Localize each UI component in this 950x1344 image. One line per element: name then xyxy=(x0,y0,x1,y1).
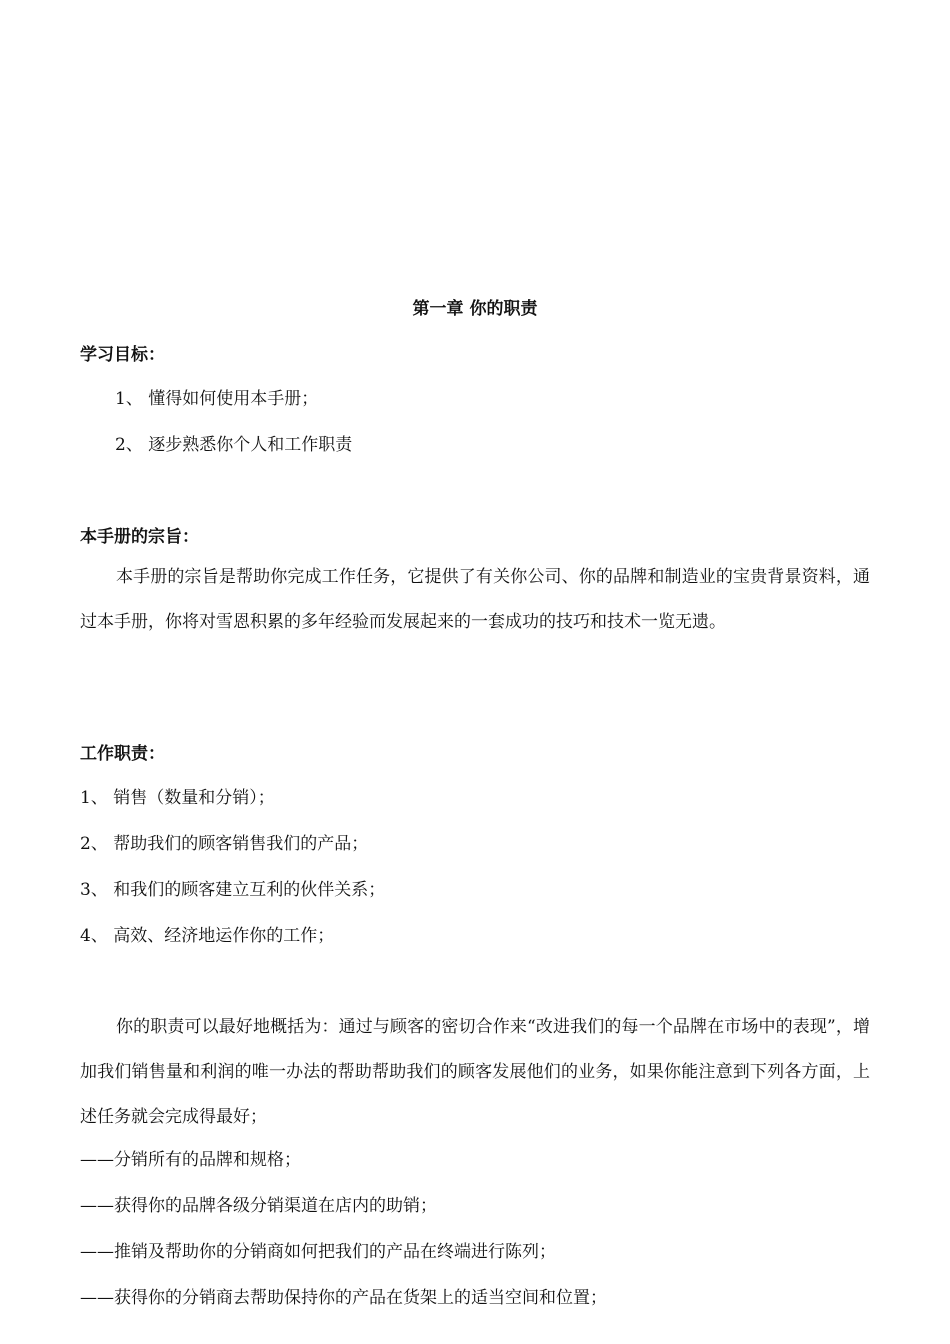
summary-paragraph: 你的职责可以最好地概括为：通过与顾客的密切合作来“改进我们的每一个品牌在市场中的表现”，增加我们销售量和利润的唯一办法的帮助帮助我们的顾客发展他们的业务，如果你能注意到下列各方面，上述任务就会完成得最好； xyxy=(80,1017,870,1127)
duties-heading: 工作职责： xyxy=(80,744,165,764)
duty-item-3: 3、 和我们的顾客建立互利的伙伴关系； xyxy=(80,880,386,900)
duty-item-2: 2、 帮助我们的顾客销售我们的产品； xyxy=(80,834,369,854)
summary-dash-item-4: ——获得你的分销商去帮助保持你的产品在货架上的适当空间和位置； xyxy=(80,1288,607,1308)
summary-dash-item-1: ——分销所有的品牌和规格； xyxy=(80,1150,301,1170)
purpose-paragraph: 本手册的宗旨是帮助你完成工作任务，它提供了有关你公司、你的品牌和制造业的宝贵背景资料，通过本手册，你将对雪恩积累的多年经验而发展起来的一套成功的技巧和技术一览无遗。 xyxy=(80,567,870,632)
chapter-title: 第一章 你的职责 xyxy=(412,299,538,319)
objective-item-1: 1、 懂得如何使用本手册； xyxy=(115,389,319,409)
duty-item-4: 4、 高效、经济地运作你的工作； xyxy=(80,926,335,946)
duty-item-1: 1、 销售（数量和分销）； xyxy=(80,788,275,808)
summary-dash-item-3: ——推销及帮助你的分销商如何把我们的产品在终端进行陈列； xyxy=(80,1242,556,1262)
purpose-heading: 本手册的宗旨： xyxy=(80,527,199,547)
objective-item-2: 2、 逐步熟悉你个人和工作职责 xyxy=(115,435,353,455)
objectives-heading: 学习目标： xyxy=(80,345,165,365)
summary-dash-item-2: ——获得你的品牌各级分销渠道在店内的助销； xyxy=(80,1196,437,1216)
